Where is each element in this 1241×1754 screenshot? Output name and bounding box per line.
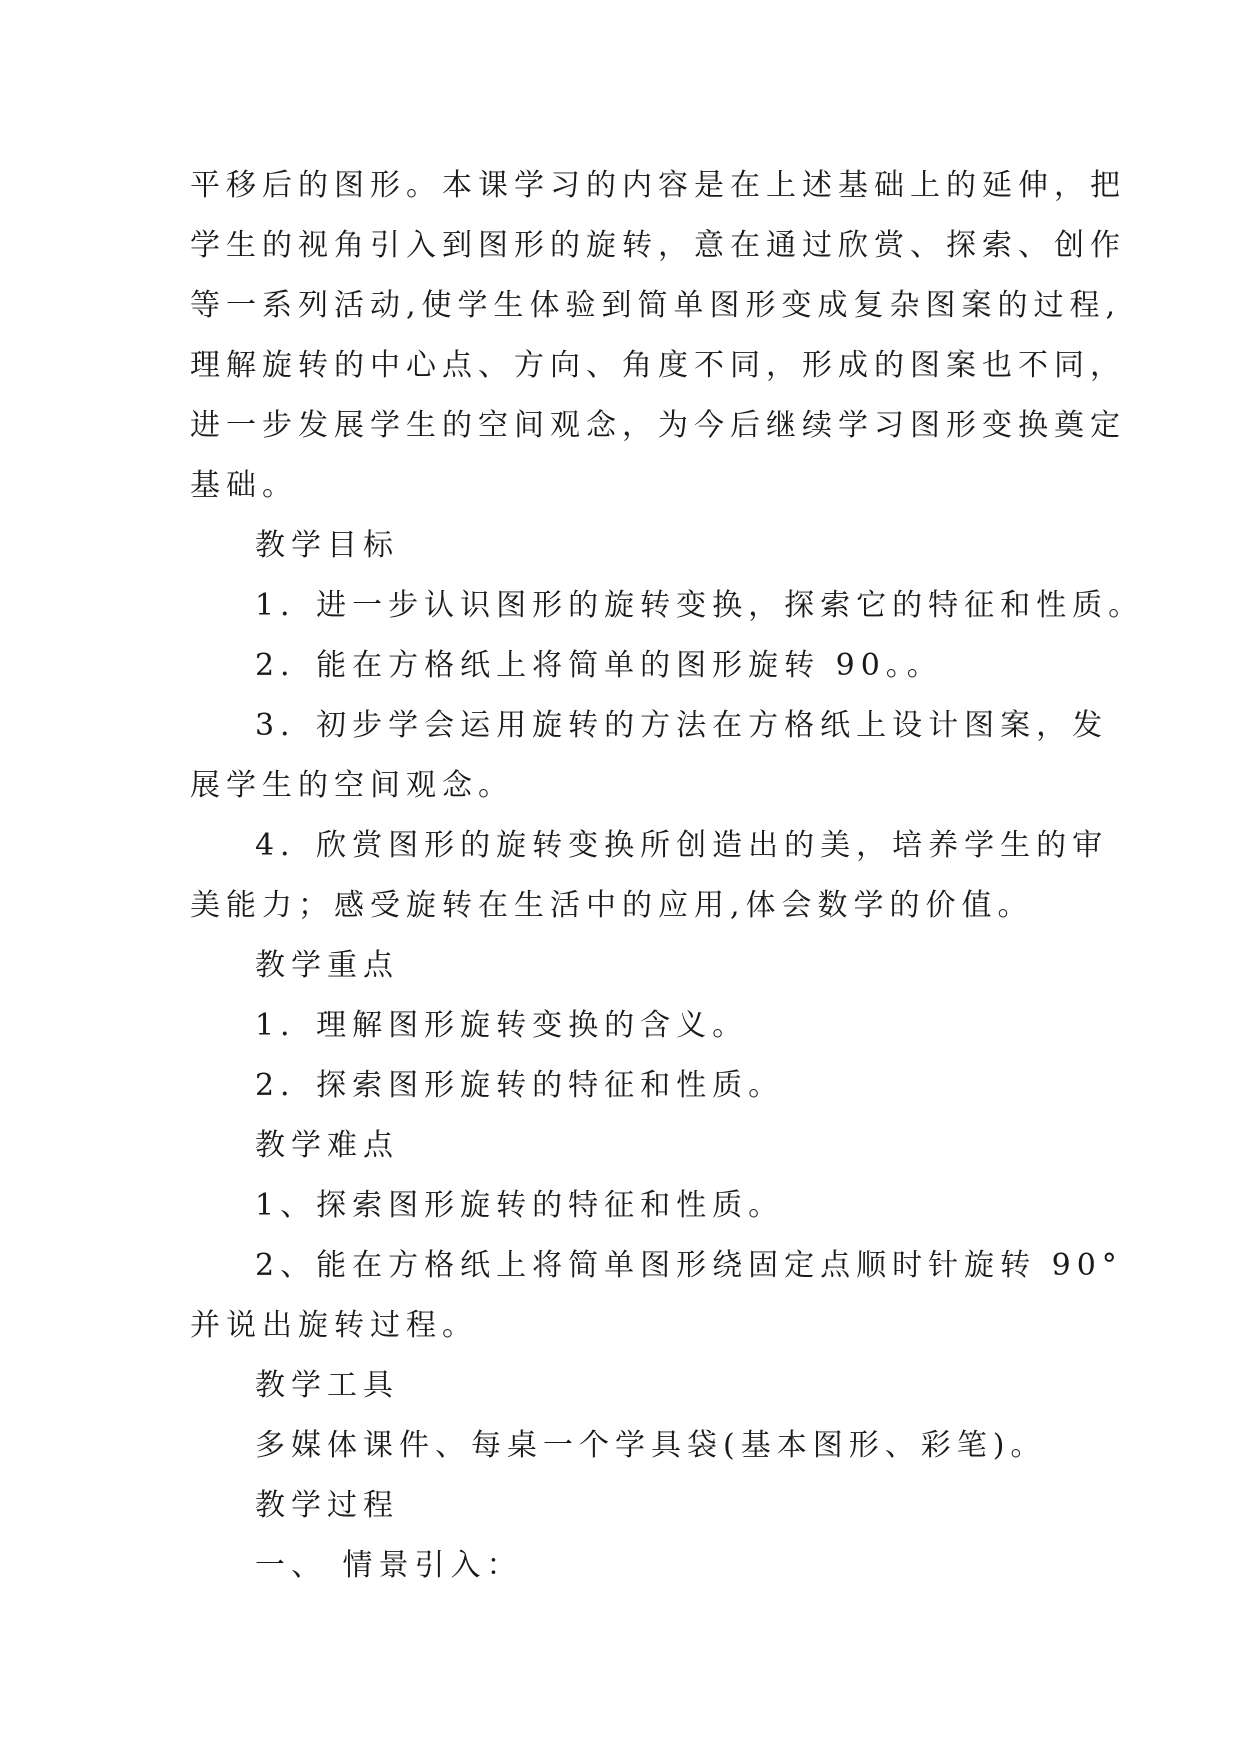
- section-heading-difficulties: 教学难点: [255, 1128, 399, 1163]
- list-item: 3．初步学会运用旋转的方法在方格纸上设计图案，发: [255, 708, 1109, 743]
- list-item: 2．探索图形旋转的特征和性质。: [255, 1068, 785, 1103]
- list-item: 2．能在方格纸上将简单的图形旋转 90。。: [255, 648, 943, 683]
- section-heading-teaching-goals: 教学目标: [255, 528, 399, 563]
- section-heading-tools: 教学工具: [255, 1368, 399, 1403]
- list-item: 1．进一步认识图形的旋转变换，探索它的特征和性质。: [255, 588, 1145, 623]
- list-item: 4．欣赏图形的旋转变换所创造出的美，培养学生的审: [255, 828, 1109, 863]
- list-item: 1．理解图形旋转变换的含义。: [255, 1008, 749, 1043]
- paragraph-line: 理解旋转的中心点、方向、角度不同，形成的图案也不同，: [190, 348, 1126, 383]
- paragraph-line: 基础。: [190, 468, 298, 503]
- section-heading-process: 教学过程: [255, 1488, 399, 1523]
- list-item: 2、能在方格纸上将简单图形绕固定点顺时针旋转 90°: [255, 1248, 1123, 1283]
- list-item-continuation: 美能力；感受旋转在生活中的应用,体会数学的价值。: [190, 888, 1034, 923]
- paragraph-line: 等一系列活动,使学生体验到简单图形变成复杂图案的过程,: [190, 288, 1122, 323]
- section-heading-key-points: 教学重点: [255, 948, 399, 983]
- list-item: 1、探索图形旋转的特征和性质。: [255, 1188, 785, 1223]
- subsection-heading: 一、 情景引入：: [255, 1548, 523, 1583]
- paragraph-line: 进一步发展学生的空间观念，为今后继续学习图形变换奠定: [190, 408, 1126, 443]
- list-item-continuation: 展学生的空间观念。: [190, 768, 514, 803]
- paragraph-line: 平移后的图形。本课学习的内容是在上述基础上的延伸，把: [190, 168, 1126, 203]
- list-item-continuation: 并说出旋转过程。: [190, 1308, 478, 1343]
- tools-text: 多媒体课件、每桌一个学具袋(基本图形、彩笔)。: [255, 1428, 1047, 1463]
- paragraph-line: 学生的视角引入到图形的旋转，意在通过欣赏、探索、创作: [190, 228, 1126, 263]
